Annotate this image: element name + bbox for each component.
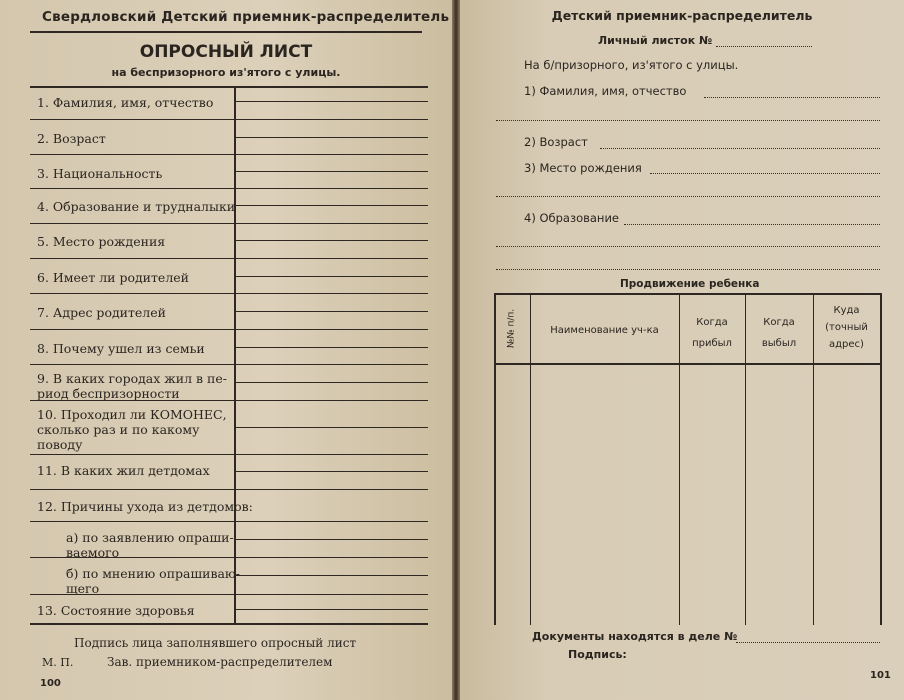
sheet-label: Личный листок № (598, 34, 713, 47)
question-12a: а) по заявлению опраши- ваемого (66, 530, 234, 560)
documents-label: Документы находятся в деле № (532, 630, 738, 643)
field-birthplace-line (650, 173, 880, 174)
col-left-header: Когда выбыл (761, 317, 797, 349)
col-name-header: Наименование уч-ка (550, 325, 659, 336)
form-title: ОПРОСНЫЙ ЛИСТ (139, 42, 313, 62)
question-9: 9. В каких городах жил в пе- риод беспризорности (37, 371, 227, 401)
intro-line: На б/призорного, из'ятого с улицы. (524, 58, 739, 72)
book-spine (452, 0, 460, 700)
question-7: 7. Адрес родителей (37, 305, 166, 320)
question-11: 11. В каких жил детдомах (37, 463, 210, 478)
signature-label: Подпись лица заполнявшего опросный лист (74, 636, 357, 650)
col-arrived-header: Когда прибыл (692, 317, 732, 349)
col-destination-header: Куда (точный адрес) (825, 305, 868, 350)
sheet-number-line (716, 46, 812, 47)
question-13: 13. Состояние здоровья (37, 603, 195, 618)
question-12b: б) по мнению опрашиваю- щего (66, 566, 241, 596)
table-top-rule (30, 86, 428, 88)
field-name-line-2 (496, 120, 880, 121)
answer-column-divider (234, 86, 236, 624)
field-education-line-2 (496, 246, 880, 247)
head-label: Зав. приемником-распределителем (107, 655, 333, 669)
header-rule (30, 31, 422, 33)
field-age-line (600, 148, 880, 149)
field-age-label: 2) Возраст (524, 135, 588, 149)
field-education-line-3 (496, 269, 880, 270)
signature-right: Подпись: (568, 648, 627, 661)
documents-line (736, 642, 880, 643)
page-number-left: 100 (40, 678, 61, 689)
question-1: 1. Фамилия, имя, отчество (37, 95, 214, 110)
field-birthplace-label: 3) Место рождения (524, 161, 642, 175)
institution-header: Свердловский Детский приемник-распределитель (42, 9, 450, 25)
field-name-line (704, 97, 880, 98)
question-4: 4. Образование и трудналыки (37, 199, 236, 214)
stamp-label: М. П. (42, 656, 74, 669)
col-number-header: №№ п/п. (506, 308, 517, 349)
field-education-label: 4) Образование (524, 211, 619, 225)
right-title: Детский приемник-распределитель (551, 8, 813, 23)
question-6: 6. Имеет ли родителей (37, 270, 189, 285)
question-12: 12. Причины ухода из детдомов: (37, 499, 253, 514)
question-5: 5. Место рождения (37, 234, 166, 249)
page-number-right: 101 (870, 670, 891, 681)
question-3: 3. Национальность (37, 166, 163, 181)
question-2: 2. Возраст (37, 131, 106, 146)
table-bottom-rule (30, 623, 428, 625)
table-title: Продвижение ребенка (620, 278, 760, 290)
field-education-line (624, 224, 880, 225)
question-10: 10. Проходил ли КОМОНЕС, сколько раз и по какому поводу (37, 407, 227, 452)
question-8: 8. Почему ушел из семьи (37, 341, 205, 356)
field-birthplace-line-2 (496, 196, 880, 197)
form-subtitle: на беспризорного из'ятого с улицы. (111, 66, 341, 79)
right-page (460, 0, 904, 700)
field-name-label: 1) Фамилия, имя, отчество (524, 84, 687, 98)
